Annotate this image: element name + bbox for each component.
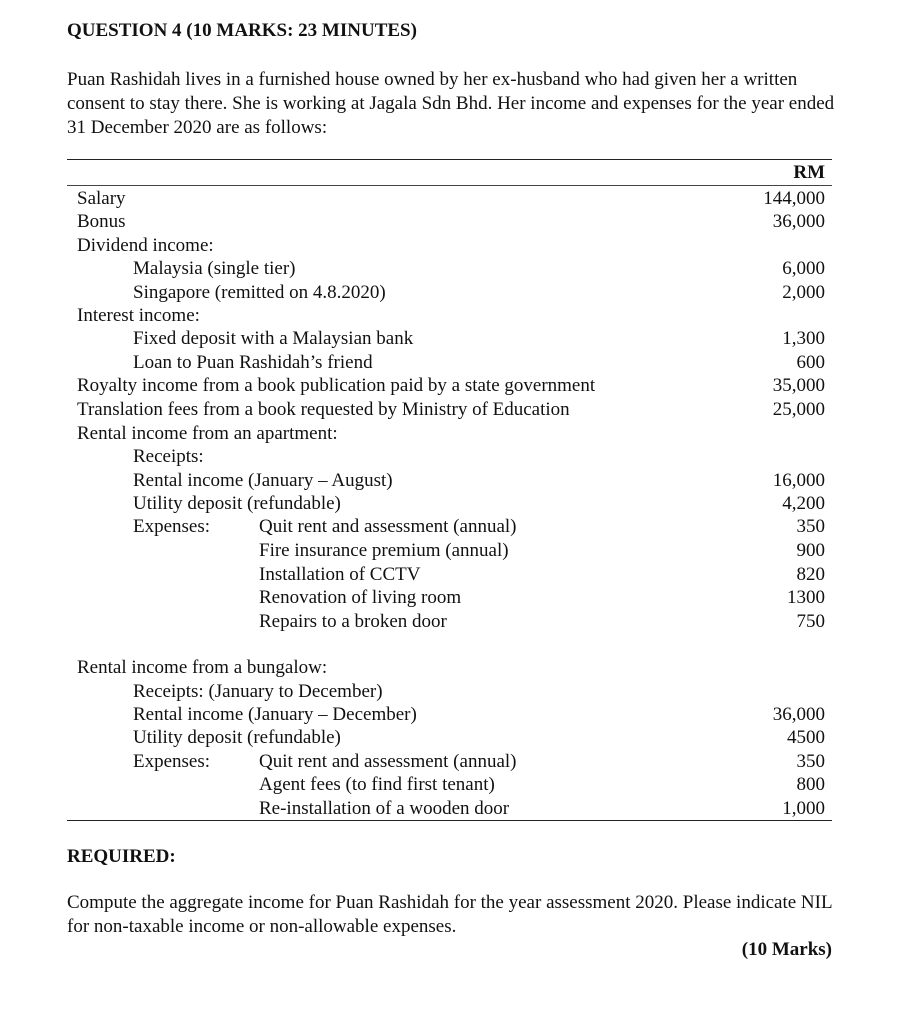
row-label: Repairs to a broken door — [259, 611, 447, 632]
table-row — [0, 281, 912, 305]
table-row — [0, 563, 912, 587]
row-label: Rental income (January – August) — [133, 470, 393, 491]
row-label: Rental income from an apartment: — [77, 423, 338, 444]
marks-label: (10 Marks) — [741, 939, 832, 960]
row-value: 4,200 — [782, 493, 825, 514]
table-bottom-rule — [67, 820, 832, 821]
table-row — [0, 351, 912, 375]
row-label: Singapore (remitted on 4.8.2020) — [133, 282, 386, 303]
row-label: Receipts: (January to December) — [133, 681, 383, 702]
row-label: Installation of CCTV — [259, 564, 421, 585]
row-value: 1300 — [787, 587, 825, 608]
row-value: 350 — [796, 751, 825, 772]
row-value: 144,000 — [763, 188, 825, 209]
row-value: 2,000 — [782, 282, 825, 303]
row-label: Receipts: — [133, 446, 204, 467]
row-value: 6,000 — [782, 258, 825, 279]
row-value: 16,000 — [772, 470, 825, 491]
row-value: 35,000 — [772, 375, 825, 396]
question-heading: QUESTION 4 (10 MARKS: 23 MINUTES) — [67, 20, 417, 41]
table-row — [0, 586, 912, 610]
row-label: Salary — [77, 188, 126, 209]
table-row — [0, 304, 912, 328]
table-row — [0, 187, 912, 211]
table-row — [0, 398, 912, 422]
row-value: 36,000 — [772, 211, 825, 232]
row-value: 800 — [796, 774, 825, 795]
table-row — [0, 210, 912, 234]
row-label: Malaysia (single tier) — [133, 258, 296, 279]
row-label: Rental income from a bungalow: — [77, 657, 328, 678]
table-row — [0, 656, 912, 680]
table-row — [0, 327, 912, 351]
required-text: Compute the aggregate income for Puan Rashidah for the year assessment 2020. Please indicate NIL for non-taxable income or non-allowable expenses. — [67, 892, 832, 937]
table-row — [0, 469, 912, 493]
table-row — [0, 492, 912, 516]
table-row — [0, 703, 912, 727]
row-label: Agent fees (to find first tenant) — [259, 774, 495, 795]
row-value: 1,000 — [782, 798, 825, 819]
row-value: 36,000 — [772, 704, 825, 725]
required-heading: REQUIRED: — [67, 846, 176, 867]
row-label: Royalty income from a book publication paid by a state government — [77, 375, 596, 396]
row-value: 4500 — [787, 727, 825, 748]
row-value: 820 — [796, 564, 825, 585]
row-label: Dividend income: — [77, 235, 214, 256]
row-value: 750 — [796, 611, 825, 632]
row-value: 350 — [796, 516, 825, 537]
row-label: Expenses: — [133, 516, 211, 537]
table-row — [0, 257, 912, 281]
currency-header: RM — [793, 162, 825, 183]
row-value: 600 — [796, 352, 825, 373]
row-label: Expenses: — [133, 751, 211, 772]
table-row — [0, 797, 912, 821]
row-label: Quit rent and assessment (annual) — [259, 751, 517, 772]
intro-paragraph: Puan Rashidah lives in a furnished house owned by her ex-husband who had given her a written consent to stay there. She is working at Jagala Sdn Bhd. Her income and expenses for the year ended 31 December 2020 are as follows: — [67, 69, 835, 138]
table-row — [0, 726, 912, 750]
row-label: Rental income (January – December) — [133, 704, 417, 725]
row-value: 1,300 — [782, 328, 825, 349]
row-label: Quit rent and assessment (annual) — [259, 516, 517, 537]
row-label: Utility deposit (refundable) — [133, 727, 341, 748]
table-row — [0, 680, 912, 704]
table-top-rule — [67, 159, 832, 160]
table-row — [0, 539, 912, 563]
table-row — [0, 445, 912, 469]
row-label: Utility deposit (refundable) — [133, 493, 341, 514]
table-row — [0, 750, 912, 774]
row-label: Interest income: — [77, 305, 200, 326]
table-row — [0, 234, 912, 258]
table-row — [0, 422, 912, 446]
row-label: Fixed deposit with a Malaysian bank — [133, 328, 414, 349]
row-label: Re-installation of a wooden door — [259, 798, 510, 819]
table-row — [0, 610, 912, 634]
table-row — [0, 374, 912, 398]
row-label: Fire insurance premium (annual) — [259, 540, 509, 561]
row-value: 900 — [796, 540, 825, 561]
row-value: 25,000 — [772, 399, 825, 420]
table-header-rule — [67, 185, 832, 186]
row-label: Renovation of living room — [259, 587, 462, 608]
table-row — [0, 773, 912, 797]
table-row — [0, 515, 912, 539]
row-label: Translation fees from a book requested by Ministry of Education — [77, 399, 570, 420]
row-label: Loan to Puan Rashidah’s friend — [133, 352, 373, 373]
row-label: Bonus — [77, 211, 126, 232]
